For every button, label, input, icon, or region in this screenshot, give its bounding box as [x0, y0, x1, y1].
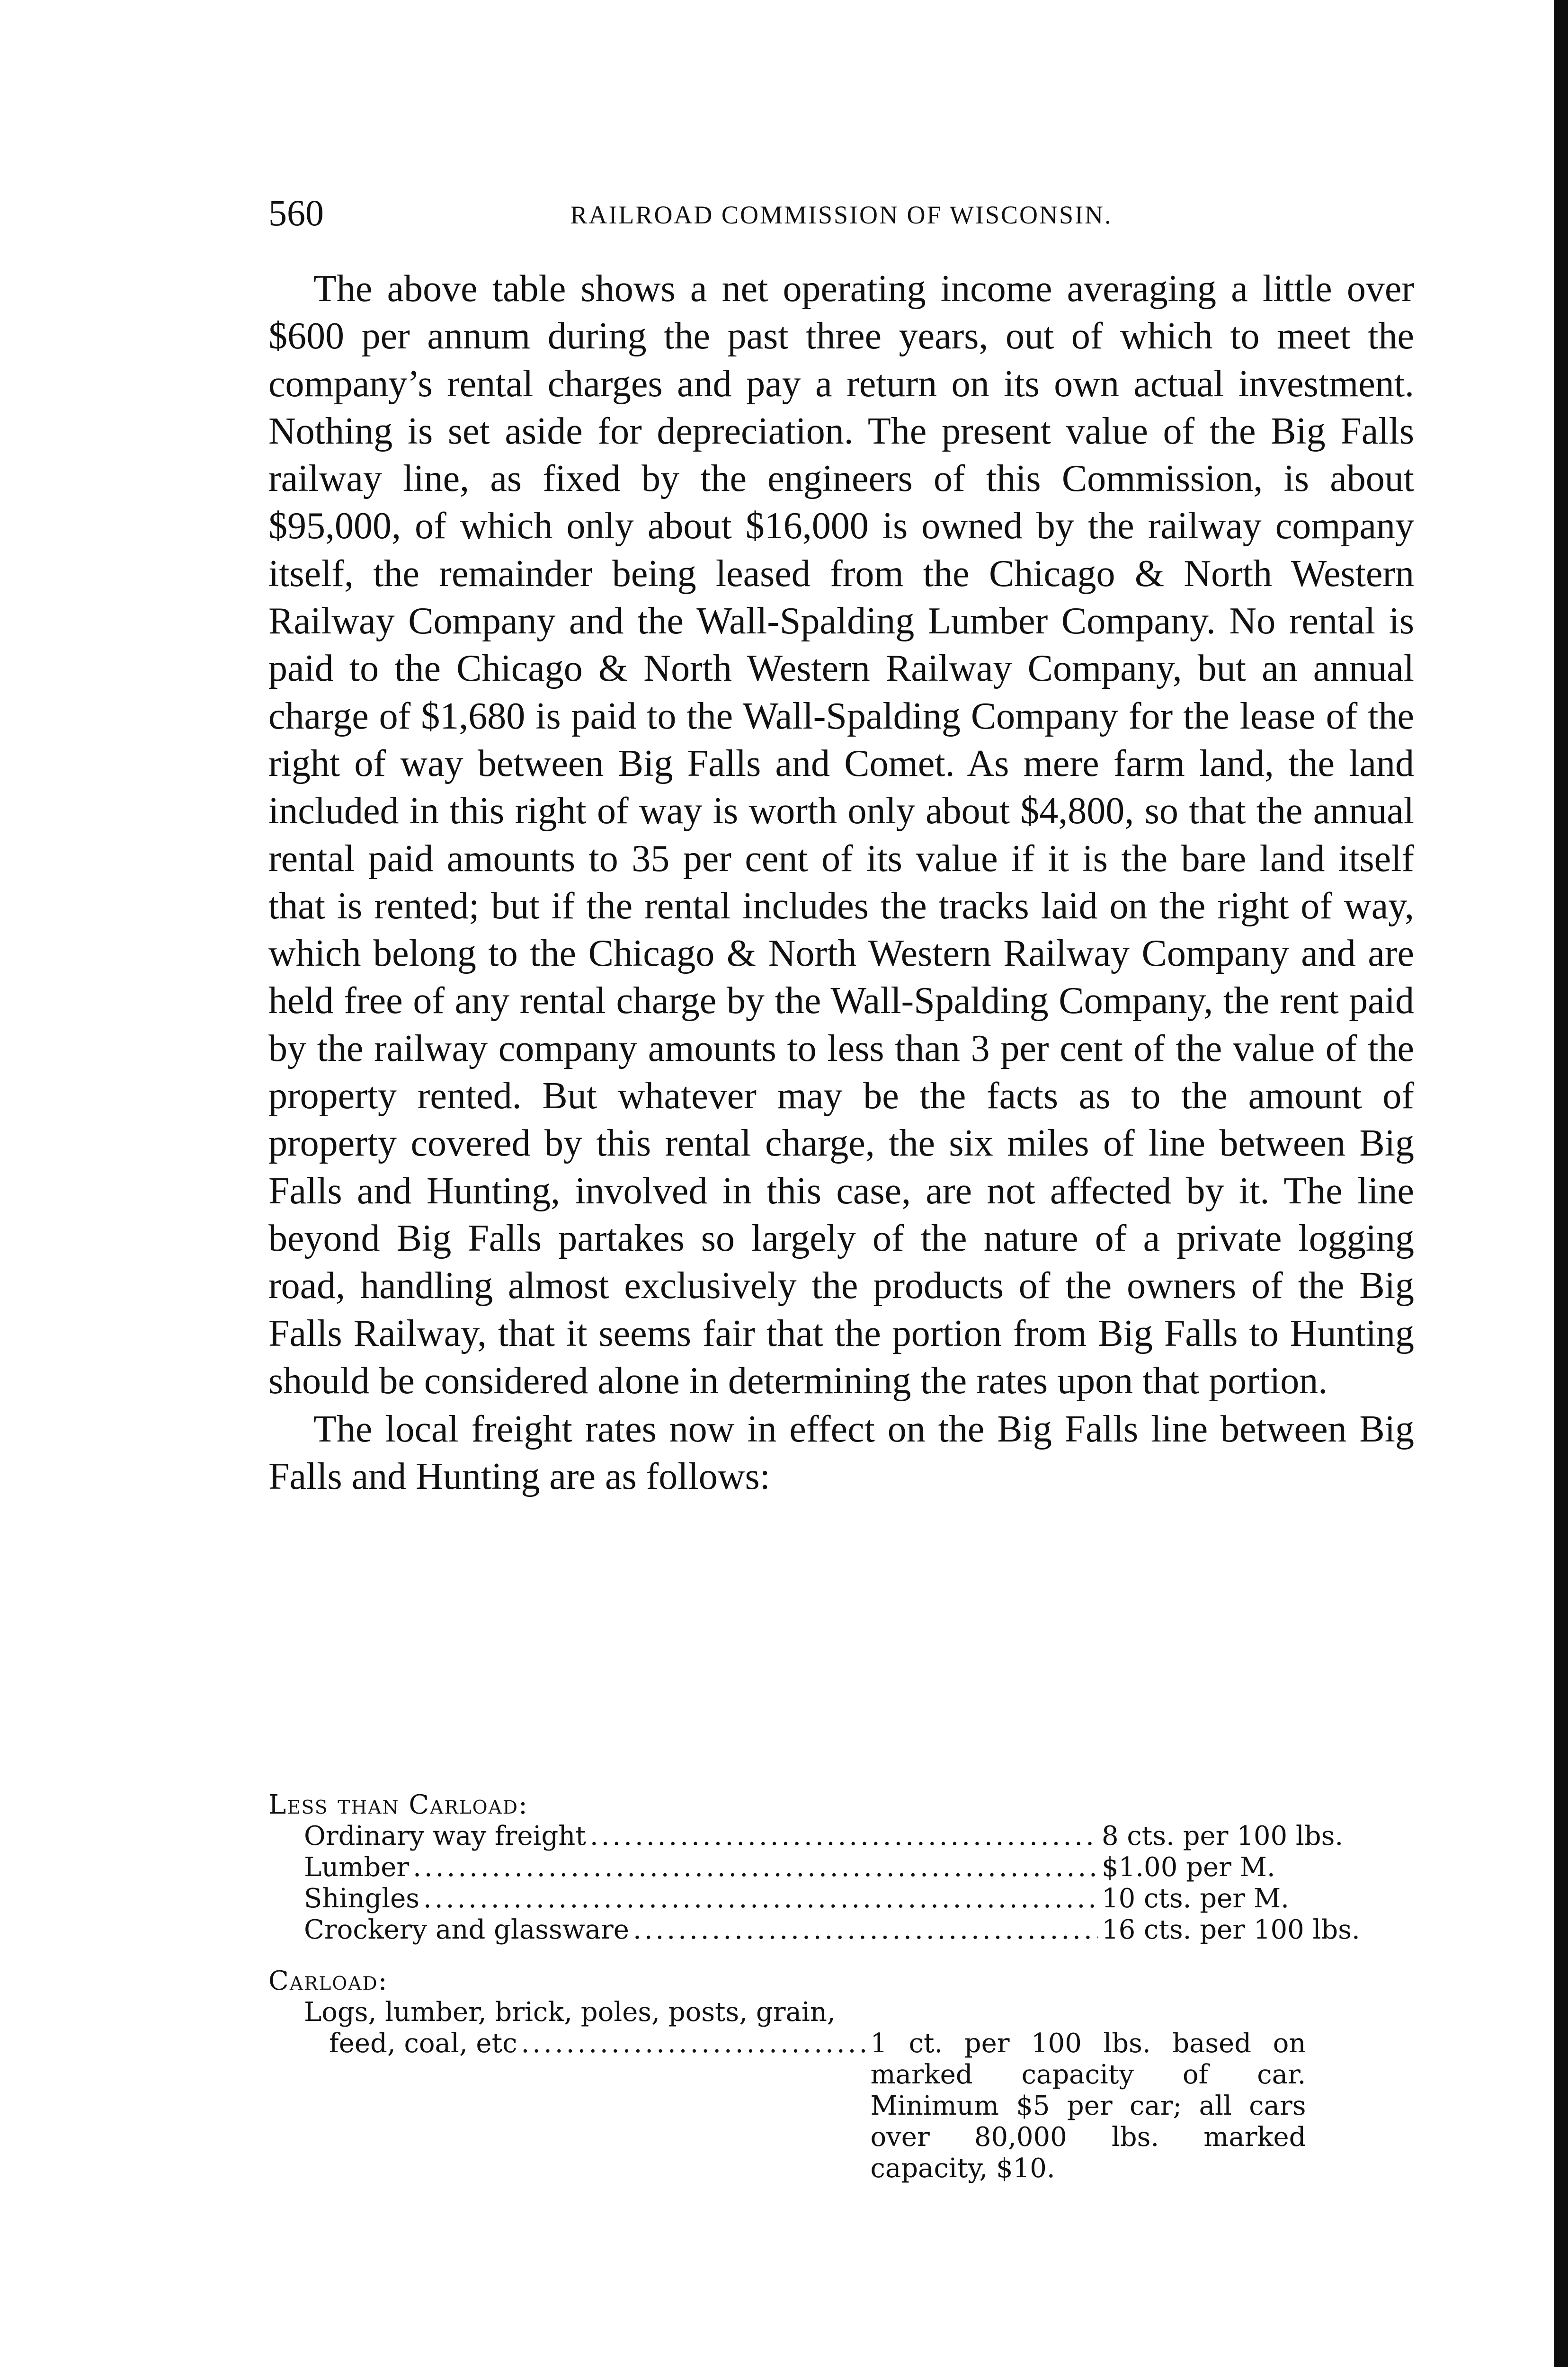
rate-value: 10 cts. per M. [1102, 1883, 1289, 1914]
paragraph: The local freight rates now in effect on the Big Falls line between Big Falls and Hunting are as follows: [268, 1408, 1414, 1498]
dot-leader [413, 1852, 1098, 1883]
rate-row [268, 1883, 1414, 1914]
dot-leader [633, 1914, 1098, 1946]
rate-value: 8 cts. per 100 lbs. [1102, 1821, 1344, 1851]
page-number: 560 [268, 192, 324, 233]
dot-leader [423, 1883, 1098, 1914]
rate-label: Logs, lumber, brick, poles, posts, grain, [304, 1997, 836, 2028]
rate-value: $1.00 per M. [1102, 1852, 1275, 1883]
rate-value: 1 ct. per 100 lbs. based on marked capacity of car. Minimum $5 per car; all cars over 80,000 lbs. marked capacity, $10. [870, 2028, 1306, 2184]
rate-label: Ordinary way freight [304, 1821, 586, 1851]
body-text [268, 265, 1414, 1501]
section-heading-less-than-carload: Less than Carload: [268, 1789, 528, 1820]
rate-row [268, 1852, 1414, 1883]
page-header [268, 187, 1414, 239]
rate-value: 16 cts. per 100 lbs. [1102, 1914, 1360, 1945]
dot-leader [590, 1821, 1098, 1852]
section-heading-carload: Carload: [268, 1966, 388, 1996]
rate-label: Crockery and glassware [304, 1914, 629, 1945]
rate-row [268, 2028, 1414, 2184]
rate-label: feed, coal, etc [329, 2028, 517, 2059]
rate-row [268, 1914, 1414, 1946]
scan-edge-right [1554, 0, 1568, 2367]
paragraph: The above table shows a net operating income averaging a little over $600 per annum during the past three years, out of which to meet the company’s rental charges and pay a return on its own actual investment. Nothing is set aside for depreciation. The present value of the Big Falls railway line, as fixed by the engineers of this Commission, is about $95,000, of which only about $16,000 is owned by the railway company itself, the remainder being leased from the Chicago & North Western Railway Company and the Wall-Spalding Lumber Company. No rental is paid to the Chicago & North Western Railway Company, but an annual charge of $1,680 is paid to the Wall-Spalding Company for the lease of the right of way between Big Falls and Comet. As mere farm land, the land included in this right of way is worth only about $4,800, so that the annual rental paid amounts to 35 per cent of its value if it is the bare land itself that is rented; but if the rental includes the tracks laid on the right of way, which belong to the Chicago & North Western Railway Company and are held free of any rental charge by the Wall-Spalding Company, the rent paid by the railway company amounts to less than 3 per cent of the value of the property rented. But whatever may be the facts as to the amount of property covered by this rental charge, the six miles of line between Big Falls and Hunting, involved in this case, are not affected by it. The line beyond Big Falls partakes so largely of the nature of a private logging road, handling almost exclusively the products of the owners of the Big Falls Railway, that it seems fair that the portion from Big Falls to Hunting should be considered alone in determining the rates upon that portion. [268, 268, 1414, 1402]
rate-label: Shingles [304, 1883, 420, 1914]
carload-section [268, 1966, 1414, 2184]
freight-rate-schedule [268, 1789, 1414, 2184]
running-title: RAILROAD COMMISSION OF WISCONSIN. [570, 201, 1113, 229]
rate-label: Lumber [304, 1852, 410, 1883]
rate-row [268, 1821, 1414, 1852]
dot-leader [521, 2028, 866, 2059]
